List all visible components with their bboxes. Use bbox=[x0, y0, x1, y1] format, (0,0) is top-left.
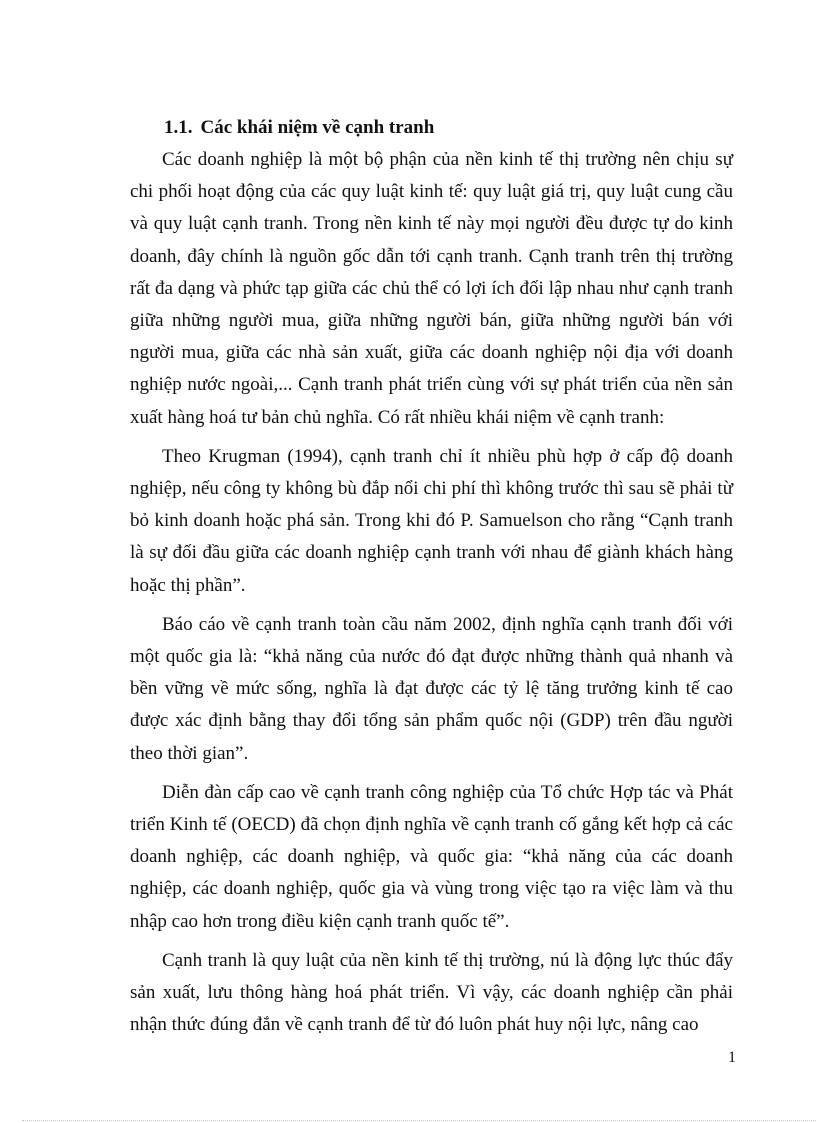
page-content bbox=[130, 112, 733, 1048]
paragraph-krugman: Theo Krugman (1994), cạnh tranh chỉ ít nhiều phù hợp ở cấp độ doanh nghiệp, nếu công ty không bù đắp nổi chi phí thì không trước thì sau sẽ phải từ bỏ kinh doanh hoặc phá sản. Trong khi đó P. Samuelson cho rằng “Cạnh tranh là sự đối đầu giữa các doanh nghiệp cạnh tranh với nhau để giành khách hàng hoặc thị phần”. bbox=[130, 445, 733, 596]
page-bottom-divider bbox=[22, 1120, 816, 1121]
section-title: Các khái niệm về cạnh tranh bbox=[200, 117, 435, 138]
page-number: 1 bbox=[728, 1049, 736, 1066]
section-heading bbox=[164, 112, 733, 144]
section-number: 1.1. bbox=[164, 117, 193, 138]
paragraph-global-report: Báo cáo về cạnh tranh toàn cầu năm 2002, định nghĩa cạnh tranh đối với một quốc gia là: “khả năng của nước đó đạt được những thành quả nhanh và bền vững về mức sống, nghĩa là đạt được các tỷ lệ tăng trưởng kinh tế cao được xác định bằng thay đổi tổng sản phẩm quốc nội (GDP) trên đầu người theo thời gian”. bbox=[130, 613, 733, 764]
paragraph-oecd: Diễn đàn cấp cao về cạnh tranh công nghiệp của Tổ chức Hợp tác và Phát triển Kinh tế (OECD) đã chọn định nghĩa về cạnh tranh cố gắng kết hợp cả các doanh nghiệp, các doanh nghiệp, và quốc gia: “khả năng của các doanh nghiệp, các doanh nghiệp, quốc gia và vùng trong việc tạo ra việc làm và thu nhập cao hơn trong điều kiện cạnh tranh quốc tế”. bbox=[130, 781, 733, 932]
paragraph-intro: Các doanh nghiệp là một bộ phận của nền kinh tế thị trường nên chịu sự chi phối hoạt động của các quy luật kinh tế: quy luật giá trị, quy luật cung cầu và quy luật cạnh tranh. Trong nền kinh tế này mọi người đều được tự do kinh doanh, đây chính là nguồn gốc dẫn tới cạnh tranh. Cạnh tranh trên thị trường rất đa dạng và phức tạp giữa các chủ thể có lợi ích đối lập nhau như cạnh tranh giữa những người mua, giữa những người bán, giữa những người bán với người mua, giữa các nhà sản xuất, giữa các doanh nghiệp nội địa với doanh nghiệp nước ngoài,... Cạnh tranh phát triển cùng với sự phát triển của nền sản xuất hàng hoá tư bản chủ nghĩa. Có rất nhiều khái niệm về cạnh tranh: bbox=[130, 149, 733, 428]
paragraph-market-law: Cạnh tranh là quy luật của nền kinh tế thị trường, nú là động lực thúc đẩy sản xuất, lưu thông hàng hoá phát triển. Vì vậy, các doanh nghiệp cần phải nhận thức đúng đắn về cạnh tranh để từ đó luôn phát huy nội lực, nâng cao bbox=[130, 949, 733, 1036]
